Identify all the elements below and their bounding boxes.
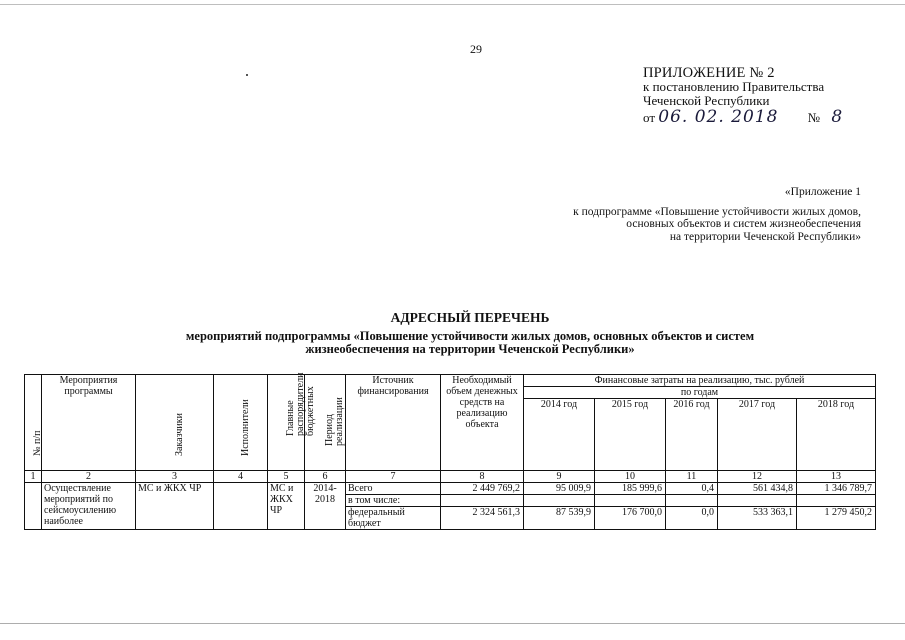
column-index-row [25, 471, 876, 483]
header-customers: Заказчики [136, 375, 214, 471]
annex-line-2: к постановлению Правительства [643, 79, 825, 94]
subtitle-line-2: жизнеобеспечения на территории Чеченской Республики» [305, 341, 635, 356]
value-2016: 0,4 [666, 483, 718, 495]
document-title: АДРЕСНЫЙ ПЕРЕЧЕНЬ [390, 310, 550, 325]
header-year-2017: 2017 год [718, 399, 797, 471]
value-2017 [718, 495, 797, 507]
annex-line-3: Чеченской Республики [643, 93, 770, 108]
value-2018 [797, 495, 876, 507]
header-year-2015: 2015 год [595, 399, 666, 471]
period-cell: 2014-2018 [305, 483, 346, 530]
table-row [25, 483, 876, 495]
date-prefix: от [643, 110, 656, 125]
value-2015: 185 999,6 [595, 483, 666, 495]
annex-block [643, 66, 843, 130]
value-2018: 1 346 789,7 [797, 483, 876, 495]
scan-edge-bottom [0, 623, 905, 624]
reference-line-2: к подпрограмме «Повышение устойчивости жилых домов, [573, 205, 861, 218]
header-financing: Финансовые затраты на реализацию, тыс. рублей [524, 375, 876, 387]
col-index: 3 [136, 471, 214, 483]
header-activities: Мероприятия программы [42, 375, 136, 471]
col-index: 7 [346, 471, 441, 483]
scan-speck [246, 74, 248, 76]
header-num: № п/п [25, 375, 42, 471]
header-source: Источник финансирования [346, 375, 441, 471]
subtitle-line-1: мероприятий подпрограммы «Повышение устойчивости жилых домов, основных объектов и систем [185, 329, 755, 343]
reference-line-1: «Приложение 1 [784, 186, 861, 198]
value-2014 [524, 495, 595, 507]
row-num [25, 483, 42, 530]
customer-cell: МС и ЖКХ ЧР [136, 483, 214, 530]
scan-edge-top [0, 4, 905, 5]
col-index: 6 [305, 471, 346, 483]
value-2016 [666, 495, 718, 507]
number-symbol: № [807, 110, 821, 125]
source-cell: в том числе: [346, 495, 441, 507]
header-required: Необходимый объем денежных средств на реализацию объекта [441, 375, 524, 471]
col-index: 8 [441, 471, 524, 483]
col-index: 2 [42, 471, 136, 483]
annex-date-line [643, 107, 844, 130]
annex-title: ПРИЛОЖЕНИЕ № 2 [643, 65, 775, 81]
total-cell: 2 449 769,2 [441, 483, 524, 495]
activity-cell: Осуществление мероприятий по сейсмоусилению наиболее [42, 483, 136, 530]
header-year-2014: 2014 год [524, 399, 595, 471]
source-cell: Всего [346, 483, 441, 495]
value-2014: 95 009,9 [524, 483, 595, 495]
address-list-table [24, 374, 876, 530]
value-2015: 176 700,0 [595, 507, 666, 530]
reference-block [573, 186, 861, 243]
value-2017: 533 363,1 [718, 507, 797, 530]
value-2015 [595, 495, 666, 507]
col-index: 5 [268, 471, 305, 483]
handwritten-date: 06. 02. 2018 [658, 107, 779, 127]
document-subtitle [100, 330, 840, 355]
col-index: 12 [718, 471, 797, 483]
col-index: 9 [524, 471, 595, 483]
page-number: 29 [470, 42, 482, 56]
col-index: 10 [595, 471, 666, 483]
table-header-row-1 [25, 375, 876, 387]
executor-cell [214, 483, 268, 530]
col-index: 13 [797, 471, 876, 483]
total-cell [441, 495, 524, 507]
reference-line-3: основных объектов и систем жизнеобеспечения [626, 218, 861, 230]
reference-line-4: на территории Чеченской Республики» [669, 230, 861, 243]
total-cell: 2 324 561,3 [441, 507, 524, 530]
value-2014: 87 539,9 [524, 507, 595, 530]
value-2017: 561 434,8 [718, 483, 797, 495]
header-executors: Исполнители [214, 375, 268, 471]
col-index: 1 [25, 471, 42, 483]
handwritten-number: 8 [831, 107, 844, 127]
header-managers: Главные распорядители бюджетных [268, 375, 305, 471]
source-cell: федеральный бюджет [346, 507, 441, 530]
header-by-years: по годам [524, 387, 876, 399]
header-year-2018: 2018 год [797, 399, 876, 471]
header-year-2016: 2016 год [666, 399, 718, 471]
header-period: Период реализации [305, 375, 346, 471]
col-index: 4 [214, 471, 268, 483]
value-2016: 0,0 [666, 507, 718, 530]
manager-cell: МС и ЖКХ ЧР [268, 483, 305, 530]
value-2018: 1 279 450,2 [797, 507, 876, 530]
col-index: 11 [666, 471, 718, 483]
